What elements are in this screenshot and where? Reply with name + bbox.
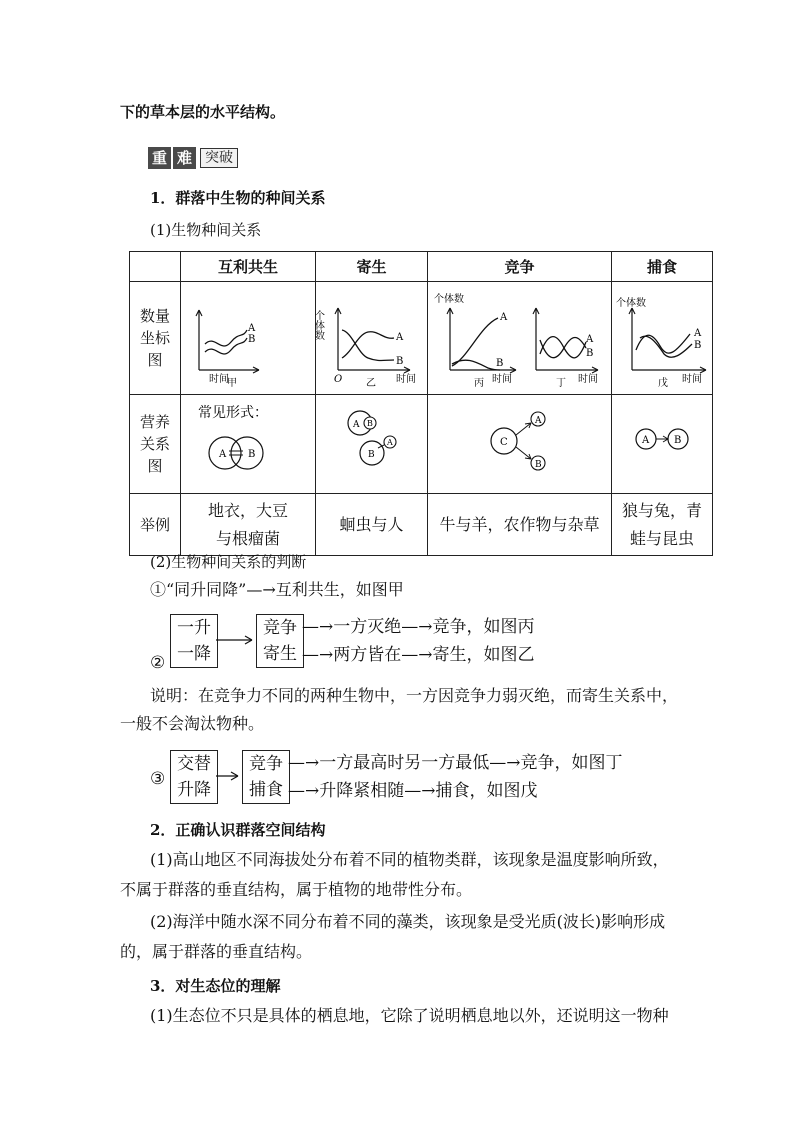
badge-part3: 突破	[200, 148, 238, 168]
competition1-label-a: A	[500, 312, 508, 323]
judge-item3-line1: —→一方最高时另一方最低—→竞争，如图丁	[288, 753, 623, 773]
parasitism-node-b1: B	[367, 419, 373, 428]
nutrition-competition	[428, 395, 611, 487]
nutrition-parasitism	[316, 395, 427, 487]
competition-node-c: C	[500, 437, 508, 448]
judge-item3-box1: 交替 升降	[170, 750, 218, 804]
judge-item2-line2: —→两方皆在—→寄生，如图乙	[302, 645, 535, 665]
parasitism-label-a: A	[396, 332, 404, 343]
graph-competition	[428, 282, 611, 388]
nutrition-predation-cell	[612, 395, 713, 494]
parasitism-node-b2: B	[368, 450, 375, 460]
parasitism-y-label: 个体数	[312, 310, 324, 340]
section2-p1a: (1)高山地区不同海拔处分布着不同的植物类群，该现象是温度影响所致，	[150, 850, 669, 869]
competition2-label-b: B	[586, 348, 594, 359]
panel-label-jia: 甲	[227, 378, 237, 389]
judge-item2-arrow	[214, 630, 256, 650]
row-label-examples: 举例	[130, 494, 181, 556]
graph-parasitism	[312, 282, 427, 389]
predation-label-a: A	[694, 328, 702, 339]
competition1-x-label: 时间	[492, 374, 512, 385]
section1-sub1: (1)生物种间关系	[150, 221, 262, 239]
parasitism-node-a1: A	[353, 420, 360, 430]
header-parasitism: 寄生	[316, 252, 428, 282]
parasitism-x-label: 时间	[396, 374, 416, 385]
nutrition-predation	[612, 395, 712, 487]
judge-item1: ①“同升同降”—→互利共生，如图甲	[150, 580, 404, 599]
example-mutualism: 地衣，大豆 与根瘤菌	[181, 494, 316, 556]
header-mutualism: 互利共生	[181, 252, 316, 282]
judge-note1: 说明：在竞争力不同的两种生物中，一方因竞争力弱灭绝，而寄生关系中，	[150, 686, 679, 705]
row-label-nutrition: 营养 关系 图	[130, 395, 181, 494]
panel-label-bing: 丙	[474, 378, 484, 389]
mutualism-x-label: 时间	[209, 374, 229, 385]
header-competition: 竞争	[428, 252, 612, 282]
badge-part1: 重	[148, 147, 171, 169]
competition2-x-label: 时间	[578, 374, 598, 385]
row-label-graphs: 数量 坐标 图	[130, 282, 181, 395]
judge-item2-box2: 竞争 寄生	[256, 614, 304, 668]
mutualism-label-a: A	[248, 323, 256, 334]
graph-predation	[612, 282, 712, 388]
example-competition: 牛与羊，农作物与杂草	[428, 494, 612, 556]
predation-y-label: 个体数	[616, 298, 646, 309]
nutrition-mutualism	[181, 395, 315, 487]
competition2-label-a: A	[586, 334, 594, 345]
graph-competition-cell	[428, 282, 612, 395]
competition1-label-b: B	[496, 358, 504, 369]
section3-p1a: (1)生态位不只是具体的栖息地，它除了说明栖息地以外，还说明这一物种	[150, 1006, 669, 1025]
judge-item3-marker: ③	[150, 769, 166, 789]
graph-parasitism-cell	[312, 282, 428, 395]
predation-x-label: 时间	[682, 374, 702, 385]
mutualism-label-b: B	[248, 334, 256, 345]
section2-p1b: 不属于群落的垂直结构，属于植物的地带性分布。	[120, 880, 473, 899]
header-predation: 捕食	[612, 252, 713, 282]
table-row-examples	[130, 494, 713, 556]
mutualism-node-a: A	[219, 449, 227, 460]
judge-item3-box2: 竞争 捕食	[242, 750, 290, 804]
nutrition-parasitism-cell	[316, 395, 428, 494]
section2-heading: 2．正确认识群落空间结构	[150, 821, 326, 839]
common-form-label: 常见形式：	[198, 405, 268, 421]
predation-node-a: A	[642, 435, 650, 446]
graph-predation-cell	[612, 282, 713, 395]
section2-p2b: 的，属于群落的垂直结构。	[120, 942, 313, 961]
section-badge	[148, 146, 238, 170]
judge-item2-marker: ②	[150, 653, 166, 673]
predation-node-b: B	[674, 435, 682, 446]
nutrition-competition-cell	[428, 395, 612, 494]
section2-p2a: (2)海洋中随水深不同分布着不同的藻类，该现象是受光质(波长)影响形成	[150, 912, 666, 931]
judge-note2: 一般不会淘汰物种。	[120, 714, 265, 733]
competition-node-b: B	[535, 460, 542, 470]
intro-line: 下的草本层的水平结构。	[120, 103, 286, 121]
nutrition-mutualism-cell	[181, 395, 316, 494]
section3-heading: 3．对生态位的理解	[150, 977, 281, 995]
judge-item2-line1: —→一方灭绝—→竞争，如图丙	[302, 617, 535, 637]
example-parasitism: 蛔虫与人	[316, 494, 428, 556]
mutualism-node-b: B	[248, 449, 256, 460]
judge-item3-arrow	[214, 766, 242, 786]
table-corner	[130, 252, 181, 282]
example-predation: 狼与兔，青 蛙与昆虫	[612, 494, 713, 556]
table-row-graphs	[130, 282, 713, 395]
predation-label-b: B	[694, 340, 702, 351]
panel-label-yi: 乙	[366, 378, 376, 389]
competition-node-a: A	[535, 416, 542, 426]
parasitism-origin: O	[334, 374, 343, 385]
parasitism-label-b: B	[396, 356, 404, 367]
panel-label-wu: 戊	[658, 378, 668, 389]
table-row-nutrition	[130, 395, 713, 494]
parasitism-node-a2: A	[387, 438, 393, 447]
graph-mutualism	[181, 282, 315, 388]
badge-part2: 难	[173, 147, 196, 169]
judge-item2-box1: 一升 一降	[170, 614, 218, 668]
panel-label-ding: 丁	[556, 378, 566, 389]
section1-heading: 1．群落中生物的种间关系	[150, 189, 326, 207]
graph-mutualism-cell	[181, 282, 316, 395]
section1-sub2: (2)生物种间关系的判断	[150, 553, 307, 571]
competition-y-label: 个体数	[434, 294, 464, 305]
judge-item3-line2: —→升降紧相随—→捕食，如图戊	[288, 781, 538, 801]
relation-table	[129, 251, 713, 556]
table-header-row	[130, 252, 713, 282]
